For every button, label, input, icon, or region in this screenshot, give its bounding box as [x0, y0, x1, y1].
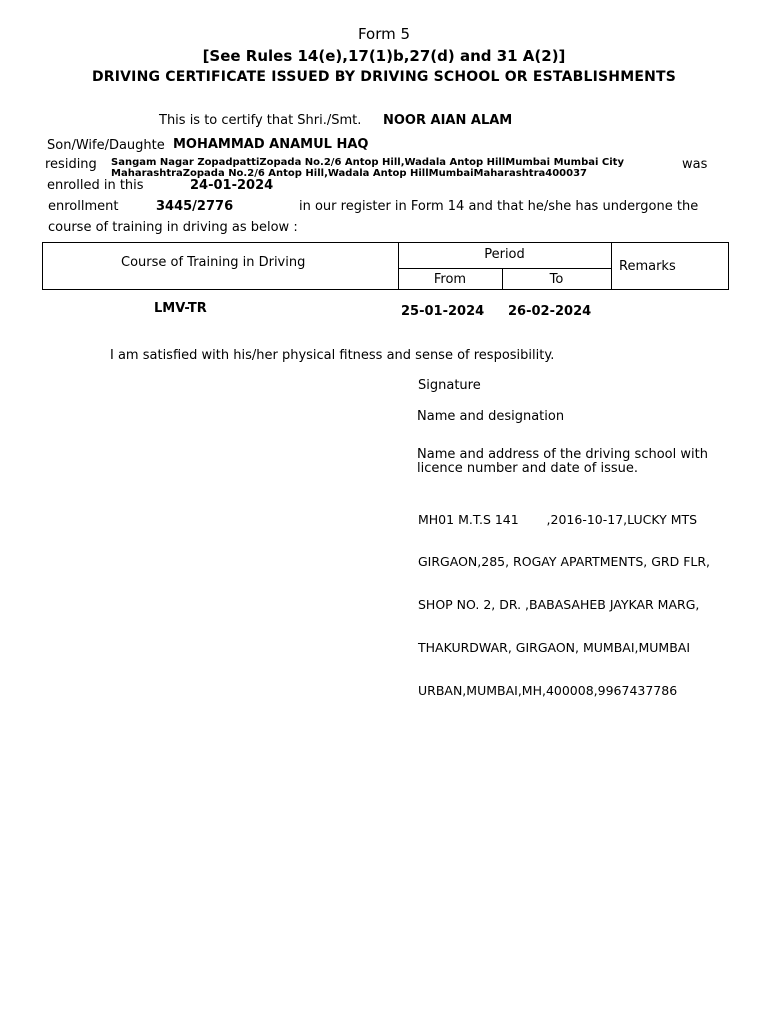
table-period-split: [398, 268, 611, 269]
enrolled-date: 24-01-2024: [190, 178, 274, 193]
relation-label: Son/Wife/Daughte: [47, 138, 165, 153]
enrolled-label: enrolled in this: [47, 178, 144, 193]
col-header-from: From: [433, 272, 467, 287]
col-header-course: Course of Training in Driving: [121, 255, 306, 270]
certificate-heading: DRIVING CERTIFICATE ISSUED BY DRIVING SCHOOL OR ESTABLISHMENTS: [91, 69, 677, 85]
school-detail-line: URBAN,MUMBAI,MH,400008,9967437786: [418, 683, 678, 699]
was-label: was: [682, 157, 708, 172]
row-from-date: 25-01-2024: [401, 304, 485, 319]
table-bottom-border: [42, 289, 729, 290]
form-title: Form 5: [357, 25, 411, 43]
table-right-border: [728, 242, 729, 290]
name-designation-label: Name and designation: [417, 409, 565, 424]
school-detail-line: THAKURDWAR, GIRGAON, MUMBAI,MUMBAI: [418, 640, 691, 656]
table-top-border: [42, 242, 729, 243]
signature-label: Signature: [418, 378, 481, 393]
enrollment-number: 3445/2776: [156, 199, 234, 214]
table-left-border: [42, 242, 43, 290]
certify-intro: This is to certify that Shri./Smt.: [159, 113, 362, 128]
school-detail-line: MH01 M.T.S 141 ,2016-10-17,LUCKY MTS: [418, 511, 698, 527]
col-header-remarks: Remarks: [619, 259, 676, 274]
residing-label: residing: [45, 157, 97, 172]
school-details: [418, 484, 710, 713]
rules-reference: [See Rules 14(e),17(1)b,27(d) and 31 A(2)]: [202, 47, 566, 65]
school-detail-line: GIRGAON,285, ROGAY APARTMENTS, GRD FLR,: [418, 554, 711, 570]
school-detail-line: SHOP NO. 2, DR. ,BABASAHEB JAYKAR MARG,: [418, 597, 700, 613]
address-line-1: Sangam Nagar ZopadpattiZopada No.2/6 Antop Hill,Wadala Antop HillMumbai Mumbai City: [111, 157, 624, 168]
relation-name: MOHAMMAD ANAMUL HAQ: [173, 137, 369, 152]
course-text: course of training in driving as below :: [48, 220, 298, 235]
col-header-to: To: [549, 272, 564, 287]
col-header-period: Period: [484, 247, 525, 262]
school-label-line-1: Name and address of the driving school with: [417, 447, 708, 462]
enrollment-label: enrollment: [48, 199, 119, 214]
school-label-line-2: licence number and date of issue.: [417, 461, 638, 476]
fitness-statement: I am satisfied with his/her physical fitness and sense of resposibility.: [110, 348, 555, 363]
row-course: LMV-TR: [154, 301, 207, 316]
candidate-name: NOOR AIAN ALAM: [383, 113, 513, 128]
table-divider-remarks: [611, 242, 612, 290]
address-line-2: MaharashtraZopada No.2/6 Antop Hill,Wadala Antop HillMumbaiMaharashtra400037: [111, 168, 588, 179]
row-to-date: 26-02-2024: [508, 304, 592, 319]
register-text: in our register in Form 14 and that he/she has undergone the: [299, 199, 699, 214]
